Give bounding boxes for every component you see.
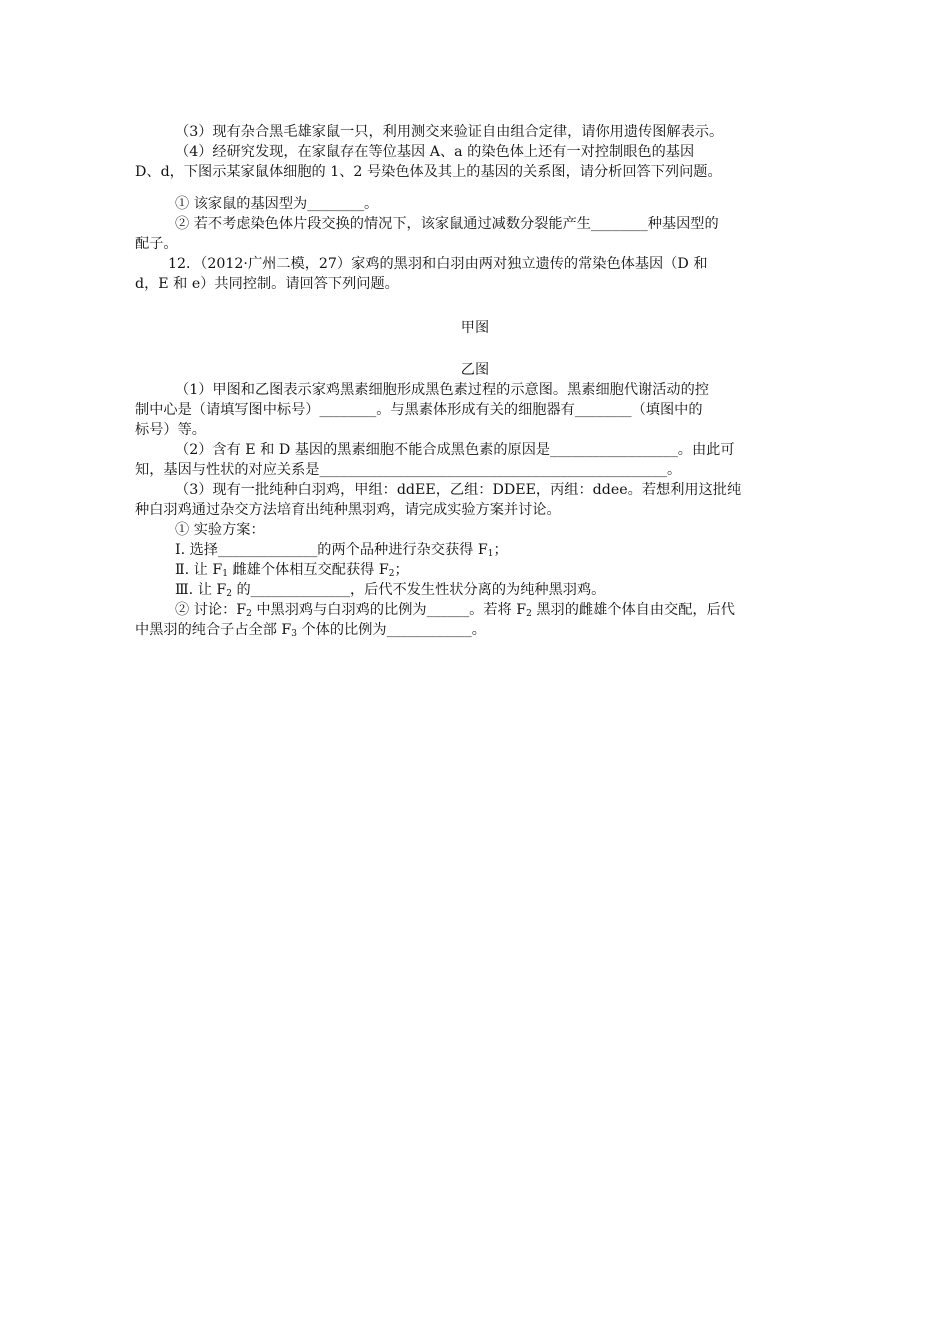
subscript: 2 (526, 609, 532, 619)
step2-text: Ⅱ. 让 F (175, 562, 223, 578)
q12-step3 (135, 580, 815, 600)
subscript: 2 (246, 609, 252, 619)
sub2-gametes-line1: ② 若不考虑染色体片段交换的情况下，该家鼠通过减数分裂能产生________种基因型的 (175, 216, 719, 232)
q4-eye-gene-text-line1: （4）经研究发现，在家鼠存在等位基因 A、a 的染色体上还有一对控制眼色的基因 (175, 144, 695, 160)
q3-testcross-text: （3）现有杂合黑毛雄家鼠一只，利用测交来验证自由组合定律，请你用遗传图解表示。 (175, 124, 724, 140)
q12-discussion-line2 (135, 620, 815, 640)
step2-mid: 雌雄个体相互交配获得 F (227, 562, 389, 578)
q4-eye-gene-text-line2: D、d，下图示某家鼠体细胞的 1、2 号染色体及其上的基因的关系图，请分析回答下列问题。 (135, 164, 722, 180)
step1-end: ； (493, 542, 508, 558)
q12-discussion-line1 (135, 600, 815, 620)
step3-text: Ⅲ. 让 F (175, 582, 227, 598)
q12-part1-line2: 制中心是（请填写图中标号）________。与黑素体形成有关的细胞器有________（填图中的 (135, 402, 703, 418)
step1-text: Ⅰ. 选择______________的两个品种进行杂交获得 F (175, 542, 488, 558)
subscript: 2 (226, 589, 232, 599)
q12-step1 (135, 540, 815, 560)
subscript: 2 (388, 569, 395, 579)
document-body (135, 122, 815, 640)
sub1-genotype: ① 该家鼠的基因型为________。 (175, 196, 379, 212)
sub2-gametes-line2: 配子。 (135, 236, 178, 252)
disc-mid: 中黑羽鸡与白羽鸡的比例为______。若将 F (251, 602, 527, 618)
q12-part2-line2: 知，基因与性状的对应关系是_________________________________________________。 (135, 462, 682, 478)
figure-space (135, 182, 815, 194)
step2-end: ； (394, 562, 409, 578)
disc-text: ② 讨论：F (175, 602, 247, 618)
q12-part2-line1: （2）含有 E 和 D 基因的黑素细胞不能合成黑色素的原因是__________________。由此可 (175, 442, 735, 458)
figure-space (135, 294, 815, 318)
subscript: 1 (487, 549, 494, 559)
q12-part1-line1: （1）甲图和乙图表示家鸡黑素细胞形成黑色素过程的示意图。黑素细胞代谢活动的控 (175, 382, 709, 398)
figure-space (135, 338, 815, 360)
step3-end: 的______________，后代不发生性状分离的为纯种黑羽鸡。 (231, 582, 606, 598)
figure-caption-jia: 甲图 (460, 320, 490, 336)
q12-part1-line3: 标号）等。 (135, 422, 206, 438)
figure-caption-yi: 乙图 (460, 362, 490, 378)
q12-intro-line2: d，E 和 e）共同控制。请回答下列问题。 (135, 276, 399, 292)
q12-part3-line2: 种白羽鸡通过杂交方法培育出纯种黑羽鸡，请完成实验方案并讨论。 (135, 502, 561, 518)
q12-intro-line1: 12．（2012·广州二模，27）家鸡的黑羽和白羽由两对独立遗传的常染色体基因（D 和 (168, 256, 708, 272)
q12-step2 (135, 560, 815, 580)
subscript: 1 (222, 569, 228, 579)
q12-part3-line1: （3）现有一批纯种白羽鸡，甲组：ddEE，乙组：DDEE，丙组：ddee。若想利用这批纯 (175, 482, 742, 498)
q12-plan-heading: ① 实验方案： (175, 522, 265, 538)
disc2-text: 中黑羽的纯合子占全部 F (135, 622, 292, 638)
subscript: 3 (291, 629, 297, 639)
disc2-end: 个体的比例为____________。 (296, 622, 486, 638)
disc-end: 黑羽的雌雄个体自由交配，后代 (531, 602, 735, 618)
